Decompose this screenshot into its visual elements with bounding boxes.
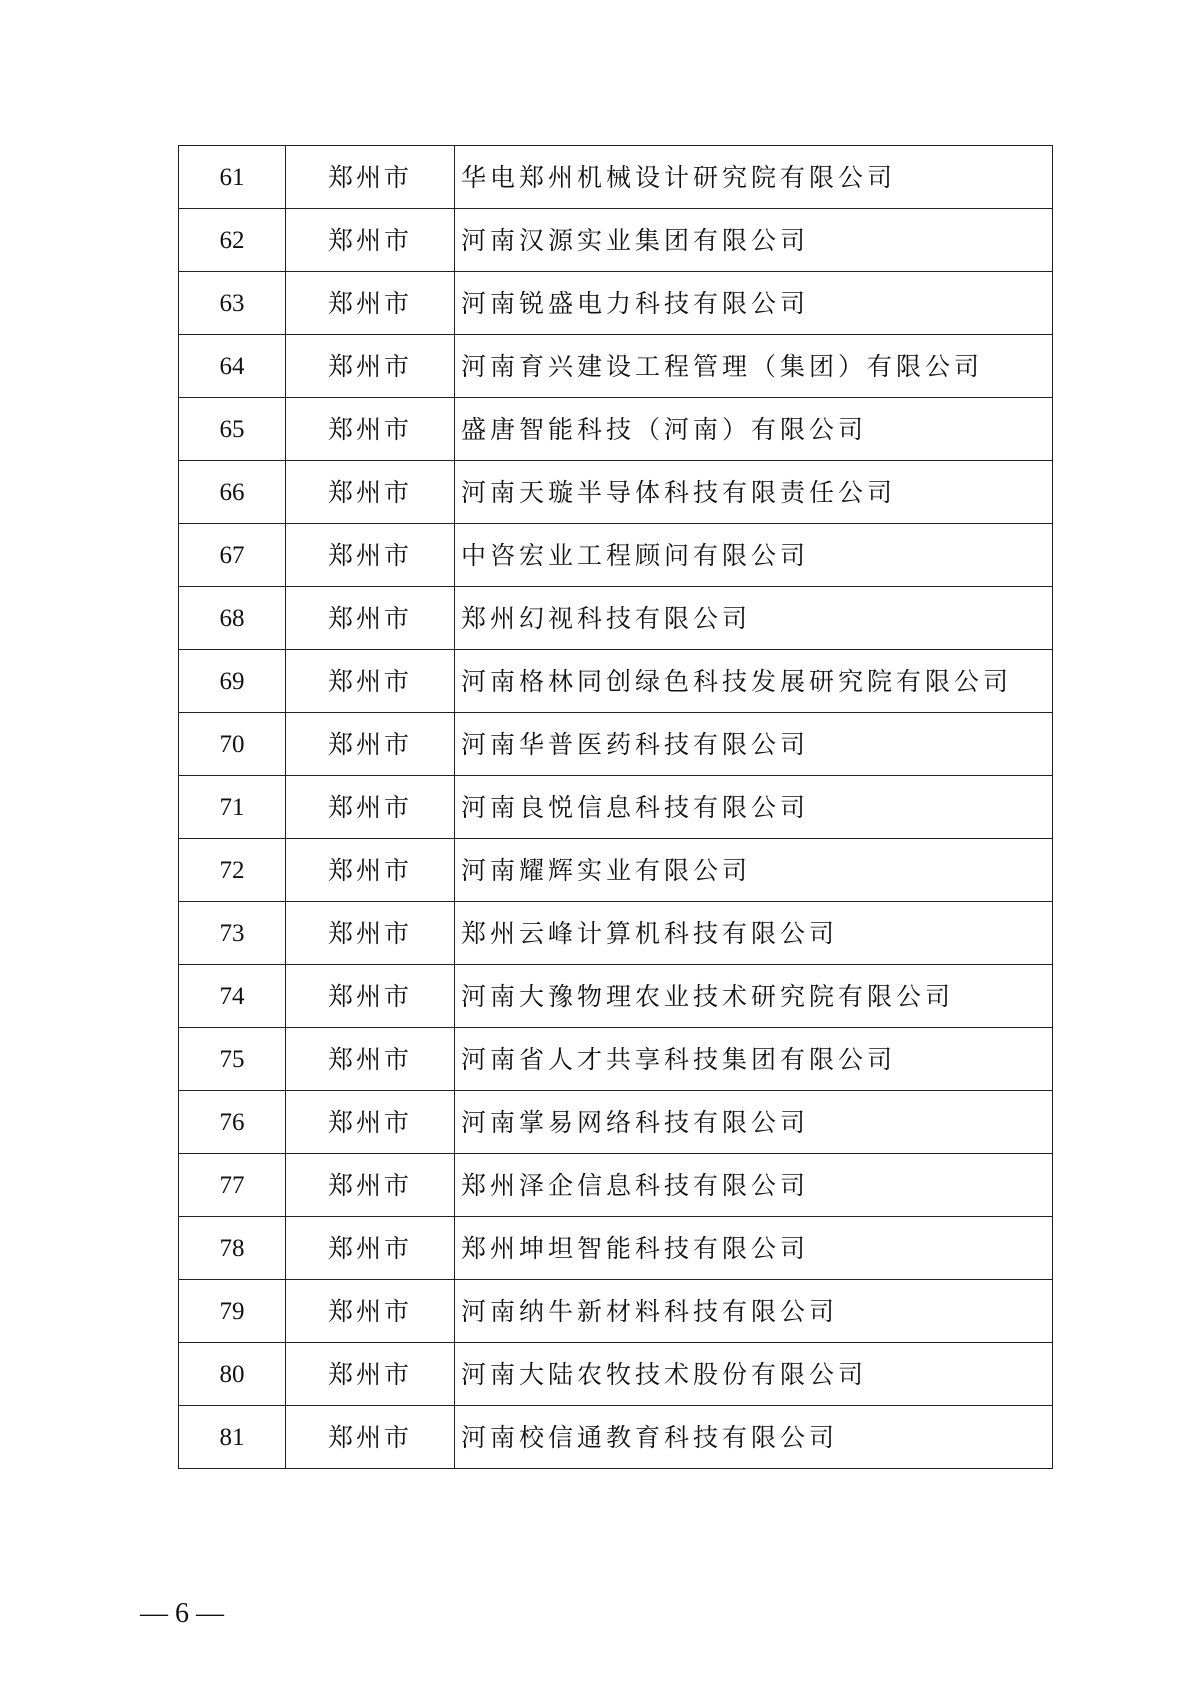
company-list-body (179, 146, 1053, 1469)
row-number-cell: 72 (179, 839, 286, 902)
company-name-cell: 盛唐智能科技（河南）有限公司 (455, 398, 1053, 461)
row-number-cell: 67 (179, 524, 286, 587)
company-name-cell: 河南掌易网络科技有限公司 (455, 1091, 1053, 1154)
city-cell: 郑州市 (286, 1343, 455, 1406)
table-row (179, 1091, 1053, 1154)
table-row (179, 965, 1053, 1028)
row-number-cell: 79 (179, 1280, 286, 1343)
row-number-cell: 81 (179, 1406, 286, 1469)
row-number-cell: 64 (179, 335, 286, 398)
city-cell: 郑州市 (286, 965, 455, 1028)
city-cell: 郑州市 (286, 1280, 455, 1343)
row-number-cell: 80 (179, 1343, 286, 1406)
city-cell: 郑州市 (286, 1091, 455, 1154)
city-cell: 郑州市 (286, 1217, 455, 1280)
row-number-cell: 66 (179, 461, 286, 524)
company-name-cell: 河南耀辉实业有限公司 (455, 839, 1053, 902)
row-number-cell: 76 (179, 1091, 286, 1154)
company-name-cell: 郑州云峰计算机科技有限公司 (455, 902, 1053, 965)
city-cell: 郑州市 (286, 1154, 455, 1217)
city-cell: 郑州市 (286, 713, 455, 776)
company-name-cell: 中咨宏业工程顾问有限公司 (455, 524, 1053, 587)
row-number-cell: 74 (179, 965, 286, 1028)
city-cell: 郑州市 (286, 902, 455, 965)
company-name-cell: 河南纳牛新材料科技有限公司 (455, 1280, 1053, 1343)
table-row (179, 1154, 1053, 1217)
company-name-cell: 河南大豫物理农业技术研究院有限公司 (455, 965, 1053, 1028)
table-row (179, 524, 1053, 587)
row-number-cell: 75 (179, 1028, 286, 1091)
city-cell: 郑州市 (286, 1028, 455, 1091)
company-name-cell: 河南华普医药科技有限公司 (455, 713, 1053, 776)
table-row (179, 1343, 1053, 1406)
table-row (179, 146, 1053, 209)
table-row (179, 461, 1053, 524)
row-number-cell: 69 (179, 650, 286, 713)
company-list-table (178, 145, 1053, 1469)
city-cell: 郑州市 (286, 272, 455, 335)
table-row (179, 209, 1053, 272)
city-cell: 郑州市 (286, 776, 455, 839)
company-name-cell: 河南校信通教育科技有限公司 (455, 1406, 1053, 1469)
row-number-cell: 70 (179, 713, 286, 776)
city-cell: 郑州市 (286, 650, 455, 713)
company-name-cell: 河南良悦信息科技有限公司 (455, 776, 1053, 839)
row-number-cell: 63 (179, 272, 286, 335)
company-name-cell: 河南省人才共享科技集团有限公司 (455, 1028, 1053, 1091)
city-cell: 郑州市 (286, 461, 455, 524)
city-cell: 郑州市 (286, 587, 455, 650)
row-number-cell: 77 (179, 1154, 286, 1217)
city-cell: 郑州市 (286, 1406, 455, 1469)
table-row (179, 776, 1053, 839)
company-name-cell: 郑州幻视科技有限公司 (455, 587, 1053, 650)
company-name-cell: 河南育兴建设工程管理（集团）有限公司 (455, 335, 1053, 398)
city-cell: 郑州市 (286, 524, 455, 587)
row-number-cell: 61 (179, 146, 286, 209)
table-row (179, 1280, 1053, 1343)
company-name-cell: 河南大陆农牧技术股份有限公司 (455, 1343, 1053, 1406)
company-name-cell: 郑州泽企信息科技有限公司 (455, 1154, 1053, 1217)
table-row (179, 335, 1053, 398)
row-number-cell: 65 (179, 398, 286, 461)
table-row (179, 839, 1053, 902)
table-row (179, 902, 1053, 965)
company-name-cell: 河南锐盛电力科技有限公司 (455, 272, 1053, 335)
row-number-cell: 73 (179, 902, 286, 965)
company-name-cell: 郑州坤坦智能科技有限公司 (455, 1217, 1053, 1280)
city-cell: 郑州市 (286, 146, 455, 209)
city-cell: 郑州市 (286, 209, 455, 272)
table-row (179, 1028, 1053, 1091)
table-row (179, 1406, 1053, 1469)
page-number: — 6 — (140, 1598, 224, 1629)
table-row (179, 272, 1053, 335)
row-number-cell: 71 (179, 776, 286, 839)
row-number-cell: 62 (179, 209, 286, 272)
city-cell: 郑州市 (286, 398, 455, 461)
company-name-cell: 河南天璇半导体科技有限责任公司 (455, 461, 1053, 524)
table-row (179, 398, 1053, 461)
row-number-cell: 68 (179, 587, 286, 650)
company-name-cell: 河南格林同创绿色科技发展研究院有限公司 (455, 650, 1053, 713)
city-cell: 郑州市 (286, 335, 455, 398)
company-name-cell: 河南汉源实业集团有限公司 (455, 209, 1053, 272)
company-name-cell: 华电郑州机械设计研究院有限公司 (455, 146, 1053, 209)
city-cell: 郑州市 (286, 839, 455, 902)
table-row (179, 1217, 1053, 1280)
table-row (179, 587, 1053, 650)
row-number-cell: 78 (179, 1217, 286, 1280)
table-row (179, 713, 1053, 776)
table-row (179, 650, 1053, 713)
